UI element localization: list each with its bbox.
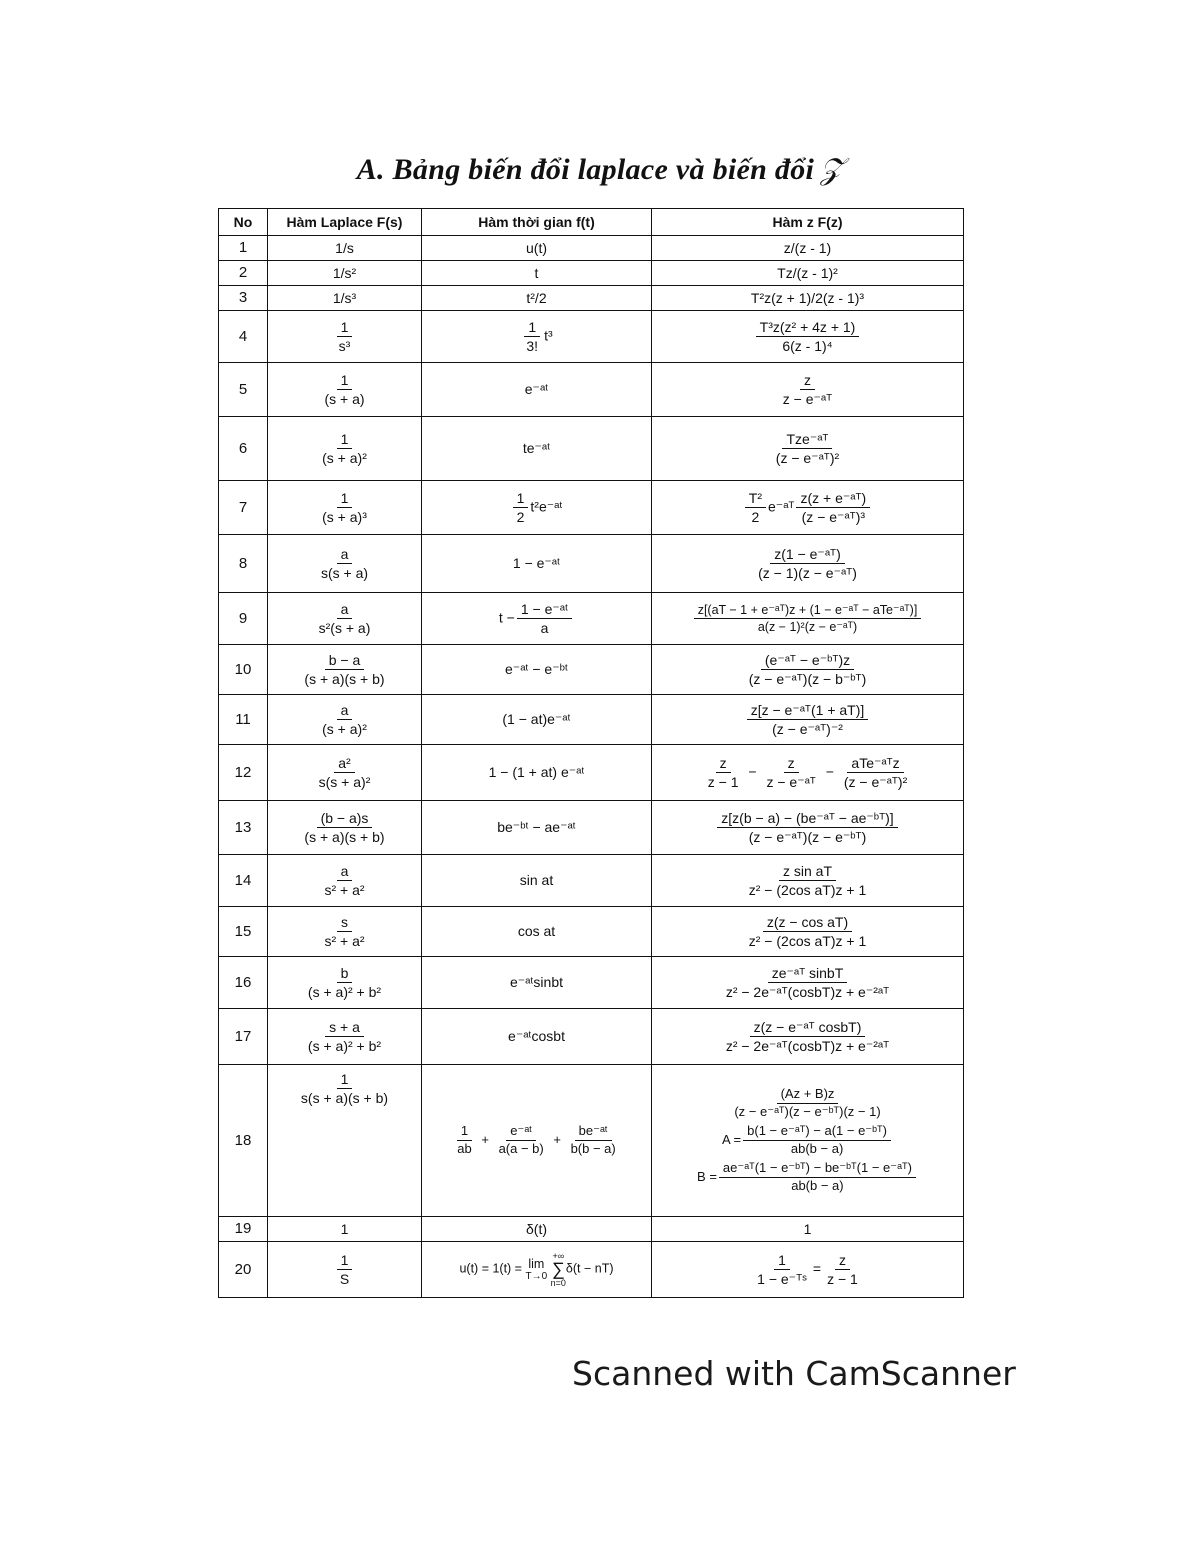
row-number: 14 — [219, 855, 268, 907]
fraction: $\frac{z}{z - 1}$ — [707, 754, 739, 790]
fraction: $\frac{1}{\text{s³}}$ — [335, 319, 355, 354]
z-transform-symbol: 𝒵 — [820, 152, 844, 187]
laplace-cell — [268, 645, 422, 695]
fraction: $\frac{b}{\text{(s + a)² + b²}}$ — [307, 964, 382, 1000]
row-number: 18 — [219, 1065, 268, 1217]
time-cell: cos at — [422, 907, 652, 957]
row-number: 6 — [219, 417, 268, 481]
laplace-cell: 1/s — [268, 236, 422, 261]
row-number: 1 — [219, 236, 268, 261]
limit: lim T→0 — [525, 1256, 548, 1282]
table-header-row — [219, 209, 964, 236]
time-cell: $\frac{1}{3!}$ t³ — [422, 311, 652, 363]
fraction: $\frac{\text{e⁻ᵃᵗ}}{a(a - b)}$ — [498, 1123, 544, 1156]
table-row — [219, 957, 964, 1009]
time-cell: 1 − (1 + at) e⁻ᵃᵗ — [422, 745, 652, 801]
table-row — [219, 311, 964, 363]
laplace-cell — [268, 417, 422, 481]
fraction: $\frac{\text{ae⁻ᵃᵀ(1 − e⁻ᵇᵀ) − be⁻ᵇᵀ(1 − e⁻ᵃᵀ)}}{ab(b - a)}$ — [719, 1161, 916, 1194]
row-number: 13 — [219, 801, 268, 855]
time-cell: u(t) — [422, 236, 652, 261]
z-cell: z/(z - 1) — [652, 236, 964, 261]
fraction: $\frac{\text{be⁻ᵃᵗ}}{b(b - a)}$ — [570, 1123, 616, 1156]
table-row — [219, 535, 964, 593]
row-number: 10 — [219, 645, 268, 695]
table-row — [219, 593, 964, 645]
fraction: $\frac{z}{\text{z − e⁻ᵃᵀ}}$ — [766, 754, 816, 790]
z-cell — [652, 645, 964, 695]
laplace-cell — [268, 311, 422, 363]
fraction: $\frac{1}{\text{1 − e⁻ᵀˢ}}$ — [757, 1251, 807, 1287]
fraction: $\frac{\text{T³z(z² + 4z + 1)}}{\text{6(z - 1)⁴}}$ — [756, 319, 860, 354]
header-no: No — [219, 209, 268, 236]
z-cell — [652, 311, 964, 363]
time-cell: e⁻ᵃᵗcosbt — [422, 1009, 652, 1065]
time-cell: δ(t) — [422, 1217, 652, 1242]
fraction: $\frac{1}{ab}$ — [457, 1123, 472, 1156]
laplace-cell — [268, 481, 422, 535]
laplace-z-transform-table — [218, 208, 964, 1298]
z-cell — [652, 957, 964, 1009]
fraction: $\frac{\text{z(z − e⁻ᵃᵀ cosbT)}}{\text{z² − 2e⁻ᵃᵀ(cosbT)z + e⁻²ᵃᵀ}}$ — [725, 1018, 890, 1054]
fraction: $\frac{\text{z sin aT}}{\text{z² − (2cos aT)z + 1}}$ — [748, 862, 867, 898]
table-row — [219, 1009, 964, 1065]
fraction: $\frac{s + a}{\text{(s + a)² + b²}}$ — [307, 1018, 382, 1054]
fraction: $\frac{1}{2}$ — [513, 490, 529, 525]
time-cell: e⁻ᵃᵗ — [422, 363, 652, 417]
laplace-cell — [268, 855, 422, 907]
row-number: 3 — [219, 286, 268, 311]
row-number: 20 — [219, 1242, 268, 1298]
table-row — [219, 417, 964, 481]
fraction: $\frac{\text{z(z + e⁻ᵃᵀ)}}{\text{(z − e⁻ᵃᵀ)³}}$ — [796, 490, 870, 525]
table-row — [219, 236, 964, 261]
fraction: $\frac{1}{s(s + a)(s + b)}$ — [300, 1071, 389, 1107]
z-cell — [652, 907, 964, 957]
table-row — [219, 261, 964, 286]
laplace-cell — [268, 593, 422, 645]
row-number: 11 — [219, 695, 268, 745]
z-cell — [652, 535, 964, 593]
fraction: $\frac{z}{z - 1}$ — [827, 1251, 858, 1287]
fraction: $\frac{\text{z(1 − e⁻ᵃᵀ)}}{\text{(z − 1)(z − e⁻ᵃᵀ)}}$ — [758, 545, 857, 581]
table-row — [219, 645, 964, 695]
laplace-cell — [268, 695, 422, 745]
header-z: Hàm z F(z) — [652, 209, 964, 236]
laplace-cell: 1/s² — [268, 261, 422, 286]
camscanner-watermark: Scanned with CamScanner — [572, 1354, 1016, 1393]
fraction: $\frac{\text{b(1 − e⁻ᵃᵀ) − a(1 − e⁻ᵇᵀ)}}{ab(b - a)}$ — [743, 1124, 891, 1157]
fraction: $\frac{a}{s(s + a)}$ — [320, 545, 369, 581]
fraction: $\frac{1}{S}$ — [336, 1252, 353, 1287]
z-cell: Tz/(z - 1)² — [652, 261, 964, 286]
z-cell — [652, 593, 964, 645]
laplace-cell — [268, 745, 422, 801]
table-row — [219, 907, 964, 957]
fraction: $\frac{\text{Tze⁻ᵃᵀ}}{\text{(z − e⁻ᵃᵀ)²}}$ — [775, 430, 840, 466]
z-cell — [652, 695, 964, 745]
table-row — [219, 481, 964, 535]
row-number: 15 — [219, 907, 268, 957]
time-cell: u(t) = 1(t) = lim T→0 +∞ ∑ n=0 δ(t − nT) — [422, 1242, 652, 1298]
row-number: 16 — [219, 957, 268, 1009]
fraction: $\frac{\text{aTe⁻ᵃᵀz}}{\text{(z − e⁻ᵃᵀ)²}}$ — [843, 754, 908, 790]
fraction: $\frac{1}{\text{(s + a)²}}$ — [322, 430, 367, 466]
z-cell — [652, 417, 964, 481]
time-cell: t²/2 — [422, 286, 652, 311]
z-cell: $\frac{\text{T²}}{2}$ e⁻ᵃᵀ $\frac{\text{z(z + e⁻ᵃᵀ)}}{\text{(z − e⁻ᵃᵀ)³}}$ — [652, 481, 964, 535]
z-cell: $\frac{(Az + B)z}{\text{(z − e⁻ᵃᵀ)(z − e⁻ᵇᵀ)(z − 1)}}$ A = $\frac{\text{b(1 − e⁻ᵃᵀ) − a(1 − e⁻ᵇᵀ)}}{ab(b - a)}$ B = $\frac{\text{ae⁻ᵃᵀ(1 − e⁻ᵇᵀ) − be⁻ᵇᵀ(1 − e⁻ᵃᵀ)}}{ab(b - a)}$ — [652, 1065, 964, 1217]
row-number: 2 — [219, 261, 268, 286]
laplace-cell — [268, 535, 422, 593]
fraction: $\frac{\text{z[z(b − a) − (be⁻ᵃᵀ − ae⁻ᵇᵀ)]}}{\text{(z − e⁻ᵃᵀ)(z − e⁻ᵇᵀ)}}$ — [717, 810, 897, 845]
laplace-cell — [268, 363, 422, 417]
time-cell: t — [422, 261, 652, 286]
time-cell: be⁻ᵇᵗ − ae⁻ᵃᵗ — [422, 801, 652, 855]
time-cell: $\frac{1}{ab}$ + $\frac{\text{e⁻ᵃᵗ}}{a(a - b)}$ + $\frac{\text{be⁻ᵃᵗ}}{b(b - a)}$ — [422, 1065, 652, 1217]
fraction: $\frac{\text{z(z − cos aT)}}{\text{z² − (2cos aT)z + 1}}$ — [748, 913, 867, 949]
page-title — [0, 152, 1200, 187]
row-number: 9 — [219, 593, 268, 645]
table-row — [219, 1065, 964, 1217]
laplace-cell — [268, 1242, 422, 1298]
laplace-cell: 1 — [268, 1217, 422, 1242]
fraction: $\frac{z}{\text{z − e⁻ᵃᵀ}}$ — [782, 371, 833, 407]
z-cell: $\frac{1}{\text{1 − e⁻ᵀˢ}}$ = $\frac{z}{z - 1}$ — [652, 1242, 964, 1298]
table-row — [219, 745, 964, 801]
fraction: $\frac{s}{\text{s² + a²}}$ — [324, 913, 365, 949]
table-row — [219, 695, 964, 745]
fraction: $\frac{\text{z[z − e⁻ᵃᵀ(1 + aT)]}}{\text{(z − e⁻ᵃᵀ)⁻²}}$ — [747, 702, 869, 737]
row-number: 17 — [219, 1009, 268, 1065]
z-cell: $\frac{z}{z - 1}$ − $\frac{z}{\text{z − e⁻ᵃᵀ}}$ − $\frac{\text{aTe⁻ᵃᵀz}}{\text{(z − e⁻ᵃᵀ)²}}$ — [652, 745, 964, 801]
time-cell: te⁻ᵃᵗ — [422, 417, 652, 481]
fraction: $\frac{\text{a²}}{\text{s(s + a)²}}$ — [318, 754, 371, 790]
fraction: $\frac{b - a}{(s + a)(s + b)}$ — [304, 651, 385, 687]
table-row — [219, 363, 964, 417]
time-cell: e⁻ᵃᵗsinbt — [422, 957, 652, 1009]
row-number: 5 — [219, 363, 268, 417]
fraction: $\frac{(Az + B)z}{\text{(z − e⁻ᵃᵀ)(z − e⁻ᵇᵀ)(z − 1)}}$ — [734, 1086, 881, 1120]
laplace-cell — [268, 1065, 422, 1217]
table-row — [219, 1242, 964, 1298]
fraction: $\frac{a}{\text{s²(s + a)}}$ — [318, 600, 371, 636]
table-row — [219, 855, 964, 907]
fraction: $\frac{a}{\text{(s + a)²}}$ — [322, 701, 367, 737]
z-cell — [652, 855, 964, 907]
laplace-cell — [268, 957, 422, 1009]
fraction: $\frac{\text{z[(aT − 1 + e⁻ᵃᵀ)z + (1 − e⁻ᵃᵀ − aTe⁻ᵃᵀ)]}}{\text{a(z − 1)²(z − e⁻ᵃᵀ)}}$ — [694, 603, 922, 635]
row-number: 12 — [219, 745, 268, 801]
fraction: $\frac{1}{\text{(s + a)³}}$ — [322, 489, 367, 525]
fraction: $\frac{\text{1 − e⁻ᵃᵗ}}{a}$ — [517, 601, 572, 636]
laplace-cell — [268, 907, 422, 957]
laplace-cell — [268, 801, 422, 855]
row-number: 19 — [219, 1217, 268, 1242]
time-cell: (1 − at)e⁻ᵃᵗ — [422, 695, 652, 745]
summation: +∞ ∑ n=0 — [550, 1251, 566, 1288]
header-time: Hàm thời gian f(t) — [422, 209, 652, 236]
row-number: 8 — [219, 535, 268, 593]
row-number: 7 — [219, 481, 268, 535]
time-cell: t − $\frac{\text{1 − e⁻ᵃᵗ}}{a}$ — [422, 593, 652, 645]
time-cell: sin at — [422, 855, 652, 907]
row-number: 4 — [219, 311, 268, 363]
z-cell — [652, 801, 964, 855]
z-cell: T²z(z + 1)/2(z - 1)³ — [652, 286, 964, 311]
time-cell: e⁻ᵃᵗ − e⁻ᵇᵗ — [422, 645, 652, 695]
time-cell: $\frac{1}{2}$ t²e⁻ᵃᵗ — [422, 481, 652, 535]
z-cell: 1 — [652, 1217, 964, 1242]
fraction: $\frac{\text{(e⁻ᵃᵀ − e⁻ᵇᵀ)z}}{\text{(z − e⁻ᵃᵀ)(z − b⁻ᵇᵀ)}}$ — [748, 651, 867, 687]
title-text: A. Bảng biến đổi laplace và biến đổi — [356, 153, 815, 186]
z-cell — [652, 1009, 964, 1065]
table-row — [219, 1217, 964, 1242]
table-row — [219, 286, 964, 311]
fraction: $\frac{1}{(s + a)}$ — [324, 371, 365, 407]
header-laplace: Hàm Laplace F(s) — [268, 209, 422, 236]
time-cell: 1 − e⁻ᵃᵗ — [422, 535, 652, 593]
laplace-cell — [268, 1009, 422, 1065]
fraction: $\frac{\text{T²}}{2}$ — [745, 490, 766, 525]
table-row — [219, 801, 964, 855]
fraction: $\frac{a}{\text{s² + a²}}$ — [324, 862, 365, 898]
fraction: $\frac{(b - a)s}{(s + a)(s + b)}$ — [304, 809, 385, 845]
z-cell — [652, 363, 964, 417]
laplace-cell: 1/s³ — [268, 286, 422, 311]
fraction: $\frac{\text{ze⁻ᵃᵀ sinbT}}{\text{z² − 2e⁻ᵃᵀ(cosbT)z + e⁻²ᵃᵀ}}$ — [725, 964, 890, 1000]
fraction: $\frac{1}{3!}$ — [522, 319, 542, 354]
